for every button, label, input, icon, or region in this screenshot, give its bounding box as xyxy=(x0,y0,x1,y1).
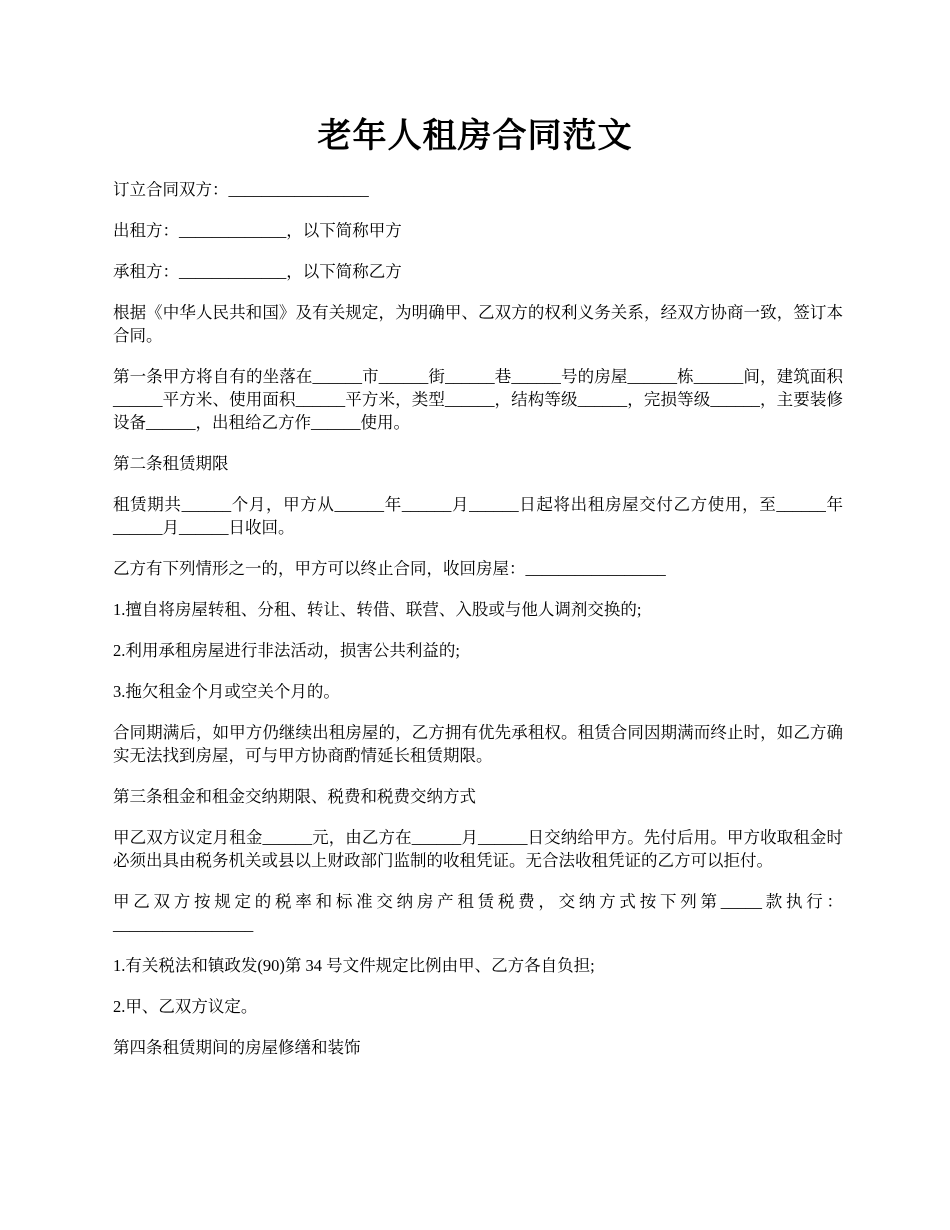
paragraph-taxes: 甲乙双方按规定的税率和标准交纳房产租赁税费，交纳方式按下列第_____款执行：_________________ xyxy=(113,892,843,934)
paragraph-parties: 订立合同双方：_________________ xyxy=(113,180,369,199)
document-title: 老年人租房合同范文 xyxy=(317,116,633,156)
paragraph-lease-term: 租赁期共______个月，甲方从______年______月______日起将出租房屋交付乙方使用，至______年______月______日收回。 xyxy=(113,495,843,537)
paragraph-article-1: 第一条甲方将自有的坐落在______市______街______巷______号的房屋______栋______间，建筑面积______平方米、使用面积______平方米，类型______，结构等级______，完损等级______，主要装修设备______，出租给乙方作______使用。 xyxy=(113,367,843,432)
paragraph-termination: 乙方有下列情形之一的，甲方可以终止合同，收回房屋：_________________ xyxy=(113,559,666,578)
tax-item-2: 2.甲、乙双方议定。 xyxy=(113,997,258,1016)
list-item-1: 1.擅自将房屋转租、分租、转让、转借、联营、入股或与他人调剂交换的; xyxy=(113,600,642,619)
paragraph-preamble: 根据《中华人民共和国》及有关规定，为明确甲、乙双方的权利义务关系，经双方协商一致，签订本合同。 xyxy=(113,303,843,345)
paragraph-lessor: 出租方：_____________，以下简称甲方 xyxy=(113,221,402,240)
heading-article-3: 第三条租金和租金交纳期限、税费和税费交纳方式 xyxy=(113,787,476,806)
list-item-3: 3.拖欠租金个月或空关个月的。 xyxy=(113,682,340,701)
paragraph-renewal: 合同期满后，如甲方仍继续出租房屋的，乙方拥有优先承租权。租赁合同因期满而终止时，如乙方确实无法找到房屋，可与甲方协商酌情延长租赁期限。 xyxy=(113,723,843,765)
tax-item-1: 1.有关税法和镇政发(90)第 34 号文件规定比例由甲、乙方各自负担; xyxy=(113,956,595,975)
document-body xyxy=(113,178,843,1077)
paragraph-rent: 甲乙双方议定月租金______元，由乙方在______月______日交纳给甲方。先付后用。甲方收取租金时必须出具由税务机关或县以上财政部门监制的收租凭证。无合法收租凭证的乙方可以拒付。 xyxy=(113,828,843,870)
paragraph-lessee: 承租方：_____________，以下简称乙方 xyxy=(113,262,402,281)
heading-article-4: 第四条租赁期间的房屋修缮和装饰 xyxy=(113,1038,361,1057)
list-item-2: 2.利用承租房屋进行非法活动，损害公共利益的; xyxy=(113,641,460,660)
heading-article-2: 第二条租赁期限 xyxy=(113,454,229,473)
